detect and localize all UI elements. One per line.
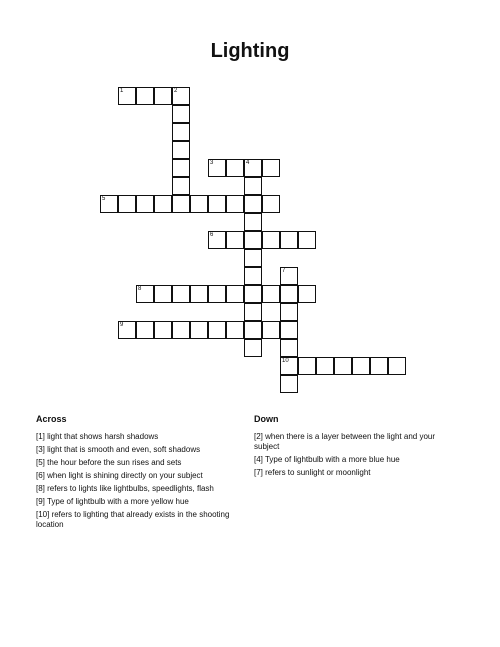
crossword-cell[interactable] — [226, 159, 244, 177]
puzzle-title: Lighting — [210, 40, 290, 62]
cell-number: 6 — [210, 232, 214, 238]
crossword-cell[interactable] — [190, 285, 208, 303]
clue-text: light that shows harsh shadows — [44, 432, 159, 441]
crossword-cell[interactable] — [262, 321, 280, 339]
clue-number: [1] — [36, 432, 45, 441]
clue-text: refers to lighting that already exists in the shooting location — [36, 510, 230, 529]
clue-number: [2] — [254, 432, 263, 441]
crossword-cell[interactable] — [262, 159, 280, 177]
clue-number: [3] — [36, 445, 45, 454]
clue-item — [36, 510, 240, 530]
crossword-cell[interactable] — [262, 231, 280, 249]
crossword-cell[interactable] — [172, 195, 190, 213]
crossword-cell[interactable] — [352, 357, 370, 375]
crossword-cell[interactable] — [244, 249, 262, 267]
clue-text: the hour before the sun rises and sets — [44, 458, 182, 467]
crossword-cell[interactable] — [280, 267, 298, 285]
cell-number: 8 — [138, 286, 142, 292]
clue-text: refers to sunlight or moonlight — [262, 468, 371, 477]
clue-number: [8] — [36, 484, 45, 493]
clue-item — [36, 471, 240, 481]
clue-item — [254, 468, 454, 478]
cell-number: 3 — [210, 160, 214, 166]
across-clue-list — [36, 432, 240, 533]
crossword-cell[interactable] — [154, 195, 172, 213]
crossword-cell[interactable] — [316, 357, 334, 375]
cell-number: 5 — [102, 196, 106, 202]
crossword-cell[interactable] — [226, 195, 244, 213]
cell-number: 7 — [282, 268, 286, 274]
clue-number: [7] — [254, 468, 263, 477]
crossword-cell[interactable] — [118, 321, 136, 339]
crossword-cell[interactable] — [172, 321, 190, 339]
crossword-cell[interactable] — [244, 267, 262, 285]
crossword-cell[interactable] — [226, 285, 244, 303]
crossword-cell[interactable] — [154, 87, 172, 105]
cell-number: 9 — [120, 322, 124, 328]
crossword-cell[interactable] — [172, 105, 190, 123]
clue-text: refers to lights like lightbulbs, speedlights, flash — [44, 484, 214, 493]
crossword-cell[interactable] — [244, 159, 262, 177]
crossword-cell[interactable] — [244, 285, 262, 303]
crossword-cell[interactable] — [244, 177, 262, 195]
crossword-cell[interactable] — [244, 321, 262, 339]
crossword-cell[interactable] — [280, 375, 298, 393]
clue-item — [36, 458, 240, 468]
clue-item — [36, 484, 240, 494]
crossword-cell[interactable] — [244, 339, 262, 357]
crossword-cell[interactable] — [280, 321, 298, 339]
crossword-cell[interactable] — [172, 285, 190, 303]
across-heading: Across — [36, 414, 67, 424]
crossword-cell[interactable] — [136, 321, 154, 339]
crossword-cell[interactable] — [244, 231, 262, 249]
clue-text: Type of lightbulb with a more blue hue — [262, 455, 400, 464]
crossword-cell[interactable] — [118, 195, 136, 213]
crossword-cell[interactable] — [370, 357, 388, 375]
cell-number: 1 — [120, 88, 124, 94]
crossword-cell[interactable] — [118, 87, 136, 105]
crossword-cell[interactable] — [280, 303, 298, 321]
clue-number: [9] — [36, 497, 45, 506]
clue-item — [36, 497, 240, 507]
crossword-cell[interactable] — [334, 357, 352, 375]
crossword-cell[interactable] — [208, 231, 226, 249]
crossword-cell[interactable] — [388, 357, 406, 375]
crossword-cell[interactable] — [280, 339, 298, 357]
crossword-cell[interactable] — [226, 231, 244, 249]
cell-number: 4 — [246, 160, 250, 166]
crossword-cell[interactable] — [136, 87, 154, 105]
clue-item — [36, 445, 240, 455]
crossword-cell[interactable] — [298, 231, 316, 249]
crossword-cell[interactable] — [136, 195, 154, 213]
crossword-cell[interactable] — [298, 285, 316, 303]
crossword-cell[interactable] — [100, 195, 118, 213]
crossword-cell[interactable] — [244, 195, 262, 213]
clue-item — [254, 432, 454, 452]
crossword-cell[interactable] — [226, 321, 244, 339]
crossword-cell[interactable] — [190, 195, 208, 213]
clue-item — [254, 455, 454, 465]
crossword-cell[interactable] — [244, 303, 262, 321]
crossword-cell[interactable] — [208, 321, 226, 339]
crossword-cell[interactable] — [208, 159, 226, 177]
cell-number: 10 — [282, 358, 289, 364]
clue-text: light that is smooth and even, soft shadows — [44, 445, 201, 454]
crossword-cell[interactable] — [154, 285, 172, 303]
crossword-cell[interactable] — [172, 177, 190, 195]
crossword-cell[interactable] — [154, 321, 172, 339]
crossword-cell[interactable] — [172, 141, 190, 159]
crossword-cell[interactable] — [262, 195, 280, 213]
clue-text: Type of lightbulb with a more yellow hue — [44, 497, 189, 506]
crossword-cell[interactable] — [136, 285, 154, 303]
crossword-cell[interactable] — [190, 321, 208, 339]
crossword-cell[interactable] — [208, 285, 226, 303]
crossword-cell[interactable] — [280, 285, 298, 303]
crossword-cell[interactable] — [280, 231, 298, 249]
crossword-cell[interactable] — [172, 123, 190, 141]
crossword-cell[interactable] — [280, 357, 298, 375]
clue-text: when light is shining directly on your subject — [44, 471, 203, 480]
clue-number: [5] — [36, 458, 45, 467]
crossword-cell[interactable] — [244, 213, 262, 231]
clue-number: [6] — [36, 471, 45, 480]
down-heading: Down — [254, 414, 279, 424]
clue-number: [4] — [254, 455, 263, 464]
clue-number: [10] — [36, 510, 50, 519]
crossword-cell[interactable] — [172, 159, 190, 177]
cell-number: 2 — [174, 88, 178, 94]
crossword-cell[interactable] — [172, 87, 190, 105]
crossword-cell[interactable] — [262, 285, 280, 303]
clue-text: when there is a layer between the light and your subject — [254, 432, 436, 451]
crossword-cell[interactable] — [208, 195, 226, 213]
down-clue-list — [254, 432, 454, 481]
clue-item — [36, 432, 240, 442]
crossword-cell[interactable] — [298, 357, 316, 375]
